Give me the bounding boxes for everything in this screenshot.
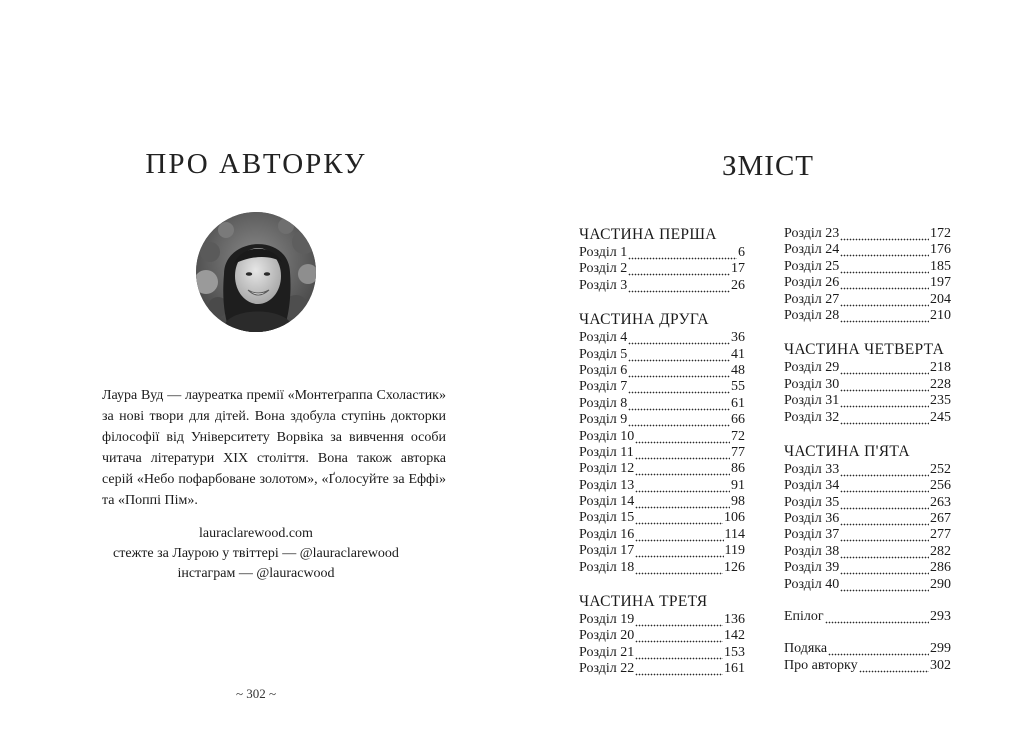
- toc-entry: [579, 245, 745, 261]
- toc-entry-label: Розділ 15: [579, 510, 635, 526]
- author-instagram: інстаграм — @lauracwood: [177, 566, 335, 581]
- toc-entry-page: 86: [731, 461, 745, 477]
- toc-entry-label: Розділ 36: [784, 511, 840, 527]
- toc-entry-label: Розділ 1: [579, 245, 628, 260]
- toc-entry: [579, 261, 745, 277]
- toc-entry: [784, 544, 951, 560]
- toc-entry: [784, 393, 951, 409]
- toc-entry: [579, 543, 745, 559]
- toc-entry-page: 17: [731, 261, 745, 277]
- toc-entry-page: 299: [930, 641, 951, 657]
- toc-entry-label: Розділ 26: [784, 275, 840, 291]
- right-page: [512, 0, 1024, 741]
- toc-entry-page: 91: [731, 477, 745, 493]
- toc-entry: [579, 412, 745, 428]
- toc-entry: [784, 360, 951, 376]
- leader-dots: [635, 543, 723, 559]
- leader-dots: [840, 360, 929, 376]
- leader-dots: [628, 363, 730, 379]
- author-portrait-image: [196, 212, 316, 332]
- toc-entry-page: 161: [724, 661, 745, 677]
- leader-dots: [840, 511, 929, 527]
- page-number: ~ 302 ~: [235, 686, 277, 701]
- toc-entry: [579, 278, 745, 294]
- toc-entry-label: Розділ 20: [579, 628, 635, 644]
- toc-entry-page: 66: [731, 412, 745, 428]
- toc-entry-page: 204: [930, 291, 951, 307]
- toc-entry-label: Розділ 13: [579, 477, 635, 493]
- leader-dots: [840, 226, 929, 242]
- toc-entry-label: Розділ 22: [579, 661, 635, 677]
- leader-dots: [840, 275, 929, 291]
- toc-entry-label: Розділ 7: [579, 379, 628, 395]
- toc-entry-page: 267: [930, 511, 951, 527]
- toc-entry: [784, 511, 951, 527]
- toc-entry: [579, 461, 745, 477]
- leader-dots: [840, 393, 929, 409]
- toc-entry: [579, 527, 745, 543]
- toc-entry-page: 119: [724, 543, 745, 559]
- leader-dots: [840, 527, 929, 543]
- toc-entry: [784, 410, 951, 426]
- toc-entry: [784, 478, 951, 494]
- toc-entry-page: 277: [930, 527, 951, 543]
- toc-entry-label: Розділ 25: [784, 258, 840, 274]
- toc-entry: [579, 347, 745, 363]
- toc-entry-page: 6: [738, 245, 745, 260]
- toc-entry-label: Розділ 12: [579, 461, 635, 477]
- toc-entry-label: Розділ 10: [579, 428, 635, 444]
- part-heading: ЧАСТИНА ЧЕТВЕРТА: [784, 341, 945, 359]
- leader-dots: [635, 612, 723, 628]
- toc-entry-page: 48: [731, 362, 745, 378]
- leader-dots: [628, 379, 730, 395]
- toc-entry-label: Розділ 31: [784, 393, 840, 409]
- toc-entry-page: 142: [724, 628, 745, 644]
- leader-dots: [840, 478, 929, 494]
- toc-entry-page: 172: [930, 226, 951, 241]
- leader-dots: [635, 645, 723, 661]
- toc-entry: [784, 495, 951, 511]
- toc-entry-page: 235: [930, 393, 951, 409]
- leader-dots: [628, 245, 737, 261]
- about-author-title: ПРО АВТОРКУ: [145, 148, 367, 180]
- toc-entry-label: Розділ 6: [579, 362, 628, 378]
- toc-entry-about-author: [784, 658, 951, 674]
- toc-entry-page: 245: [930, 409, 951, 425]
- part-entries: [784, 226, 951, 324]
- toc-entry-page: 36: [731, 330, 745, 346]
- toc-entry-page: 228: [930, 376, 951, 392]
- toc-entry-label: Розділ 4: [579, 330, 628, 346]
- toc-entry-label: Розділ 37: [784, 527, 840, 543]
- toc-entry-acknowledgements: [784, 641, 951, 657]
- toc-entry-page: 263: [930, 494, 951, 510]
- toc-entry-label: Розділ 30: [784, 376, 840, 392]
- toc-entry-page: 290: [930, 576, 951, 592]
- leader-dots: [635, 478, 730, 494]
- part-entries: [579, 245, 745, 294]
- toc-entry: [579, 560, 745, 576]
- toc-entry: [784, 275, 951, 291]
- toc-entry-page: 302: [930, 657, 951, 673]
- leader-dots: [628, 330, 730, 346]
- toc-column-1: [579, 226, 745, 678]
- leader-dots: [840, 308, 929, 324]
- part-heading: ЧАСТИНА ДРУГА: [579, 311, 709, 329]
- toc-entry-epilogue: [784, 609, 951, 625]
- toc-column-2: [784, 226, 951, 674]
- toc-entry-label: Розділ 5: [579, 346, 628, 362]
- toc-entry: [784, 577, 951, 593]
- leader-dots: [828, 641, 929, 657]
- toc-entry-page: 282: [930, 543, 951, 559]
- leader-dots: [840, 462, 929, 478]
- toc-entry-label: Розділ 8: [579, 395, 628, 411]
- toc-entry-label: Розділ 11: [579, 444, 634, 460]
- toc-entry-label: Розділ 29: [784, 360, 840, 376]
- toc-entry: [784, 292, 951, 308]
- leader-dots: [859, 658, 929, 674]
- toc-entry-label: Про авторку: [784, 657, 858, 673]
- part-entries: [579, 612, 745, 678]
- toc-entry-label: Розділ 35: [784, 494, 840, 510]
- leader-dots: [628, 261, 730, 277]
- toc-entry-label: Розділ 28: [784, 307, 840, 323]
- toc-entry-label: Розділ 14: [579, 494, 635, 510]
- toc-entry-page: 136: [724, 612, 745, 628]
- toc-entry-page: 293: [930, 609, 951, 625]
- toc-entry: [579, 645, 745, 661]
- leader-dots: [635, 445, 730, 461]
- leader-dots: [840, 292, 929, 308]
- toc-entry: [579, 445, 745, 461]
- author-contacts: [0, 524, 512, 584]
- contents-title: ЗМІСТ: [721, 150, 815, 182]
- toc-entry: [579, 330, 745, 346]
- leader-dots: [840, 495, 929, 511]
- toc-entry-label: Розділ 23: [784, 226, 840, 241]
- toc-entry-page: 106: [724, 510, 745, 526]
- leader-dots: [628, 412, 730, 428]
- toc-entry: [784, 259, 951, 275]
- toc-entry-label: Подяка: [784, 641, 828, 657]
- toc-entry: [579, 363, 745, 379]
- toc-entry-page: 55: [731, 379, 745, 395]
- toc-entry-page: 77: [731, 444, 745, 460]
- leader-dots: [840, 544, 929, 560]
- leader-dots: [635, 429, 730, 445]
- author-website: lauraclarewood.com: [199, 526, 313, 541]
- toc-entry-page: 61: [731, 395, 745, 411]
- toc-entry-label: Розділ 3: [579, 277, 628, 293]
- toc-entry-label: Розділ 34: [784, 478, 840, 494]
- part-heading: ЧАСТИНА ТРЕТЯ: [579, 593, 708, 611]
- leader-dots: [628, 347, 730, 363]
- toc-entry-label: Розділ 19: [579, 612, 635, 628]
- toc-entry-page: 210: [930, 307, 951, 323]
- leader-dots: [635, 628, 723, 644]
- toc-entry: [579, 396, 745, 412]
- toc-entry: [579, 379, 745, 395]
- toc-entry-label: Розділ 40: [784, 576, 840, 592]
- toc-entry-page: 197: [930, 275, 951, 291]
- leader-dots: [840, 242, 929, 258]
- toc-entry-label: Розділ 2: [579, 261, 628, 277]
- author-twitter: стежте за Лаурою у твіттері — @lauraclarewood: [113, 546, 399, 561]
- toc-entry: [784, 377, 951, 393]
- toc-entry: [784, 560, 951, 576]
- toc-entry: [579, 661, 745, 677]
- part-entries: [784, 360, 951, 426]
- toc-entry-page: 176: [930, 242, 951, 258]
- toc-entry-page: 153: [724, 644, 745, 660]
- leader-dots: [635, 494, 730, 510]
- toc-entry-label: Розділ 24: [784, 242, 840, 258]
- leader-dots: [840, 560, 929, 576]
- leader-dots: [635, 510, 723, 526]
- toc-entry-page: 256: [930, 478, 951, 494]
- leader-dots: [825, 609, 929, 625]
- toc-entry-label: Розділ 38: [784, 543, 840, 559]
- leader-dots: [628, 396, 730, 412]
- author-photo: [196, 212, 316, 332]
- toc-entry-label: Розділ 17: [579, 543, 635, 559]
- toc-entry-page: 185: [930, 258, 951, 274]
- toc-entry-page: 72: [731, 428, 745, 444]
- toc-entry-page: 114: [724, 526, 745, 542]
- leader-dots: [840, 410, 929, 426]
- leader-dots: [840, 259, 929, 275]
- toc-entry-label: Розділ 16: [579, 526, 635, 542]
- toc-entry-page: 286: [930, 560, 951, 576]
- author-bio: Лаура Вуд — лауреатка премії «Монтеґраппа Схоластик» за нові твори для дітей. Вона здобула ступінь докторки філософії від Університету Ворвіка за вивчення особи читача літератури XIX століття. Вона також авторка серій «Небо пофарбоване золотом», «Ґолосуйте за Еффі» та «Поппі Пім».: [102, 388, 446, 508]
- leader-dots: [635, 527, 723, 543]
- toc-entry: [579, 612, 745, 628]
- toc-entry-label: Розділ 27: [784, 291, 840, 307]
- leader-dots: [840, 377, 929, 393]
- toc-entry-label: Розділ 9: [579, 412, 628, 428]
- toc-entry-label: Епілог: [784, 609, 824, 625]
- toc-entry: [579, 510, 745, 526]
- toc-entry-page: 218: [930, 360, 951, 376]
- toc-entry: [784, 242, 951, 258]
- leader-dots: [635, 661, 723, 677]
- toc-entry: [784, 462, 951, 478]
- part-entries: [579, 330, 745, 576]
- toc-entry-page: 26: [731, 277, 745, 293]
- toc-entry: [579, 494, 745, 510]
- toc-entry: [784, 226, 951, 242]
- leader-dots: [628, 278, 730, 294]
- toc-entry: [579, 628, 745, 644]
- toc-entry-page: 252: [930, 461, 951, 477]
- part-heading: ЧАСТИНА П'ЯТА: [784, 442, 910, 460]
- toc-entry: [579, 478, 745, 494]
- toc-entry: [579, 429, 745, 445]
- toc-entry-label: Розділ 18: [579, 559, 635, 575]
- toc-entry: [784, 527, 951, 543]
- toc-entry-label: Розділ 32: [784, 409, 840, 425]
- toc-entry-label: Розділ 39: [784, 560, 840, 576]
- part-entries: [784, 462, 951, 593]
- toc-entry-page: 98: [731, 494, 745, 510]
- toc-entry-page: 126: [724, 559, 745, 575]
- toc-entry: [784, 308, 951, 324]
- leader-dots: [635, 461, 730, 477]
- part-heading: ЧАСТИНА ПЕРША: [579, 226, 717, 243]
- leader-dots: [840, 577, 929, 593]
- toc-entry-page: 41: [731, 346, 745, 362]
- toc-entry-label: Розділ 33: [784, 461, 840, 477]
- toc-entry-label: Розділ 21: [579, 644, 635, 660]
- leader-dots: [635, 560, 723, 576]
